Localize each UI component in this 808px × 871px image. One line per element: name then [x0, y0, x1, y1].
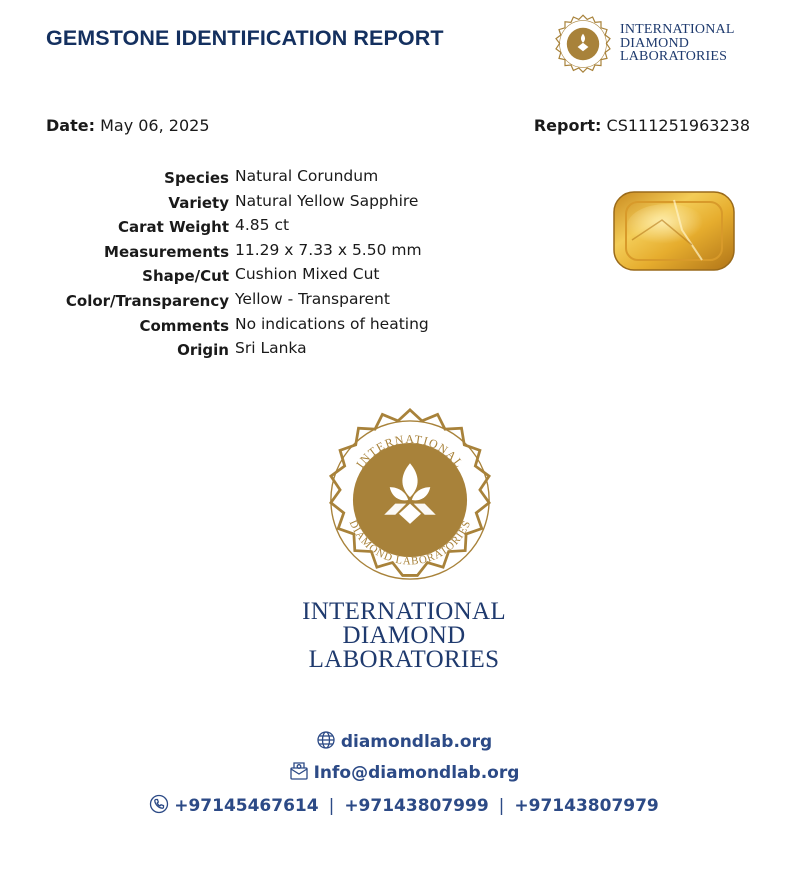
email-icon: [289, 761, 309, 781]
detail-label: Comments: [139, 316, 229, 335]
phone-icon: [149, 794, 169, 814]
report-label: Report:: [533, 116, 602, 135]
detail-value: Yellow - Transparent: [235, 289, 390, 308]
brand-line-3: LABORATORIES: [308, 646, 500, 673]
gem-details-table: [0, 167, 520, 364]
top-seal-logo: [553, 14, 613, 74]
contact-phones: [0, 794, 808, 816]
detail-row-shape-cut: [0, 265, 520, 290]
detail-label: Origin: [177, 341, 229, 360]
brand-line-2: DIAMOND: [342, 622, 466, 649]
detail-value: 11.29 x 7.33 x 5.50 mm: [235, 240, 422, 259]
main-seal-logo: [318, 408, 502, 592]
detail-label: Variety: [168, 193, 229, 212]
seal-top-text: INTERNATIONAL: [353, 431, 467, 471]
date-label: Date:: [46, 116, 95, 135]
contact-email: [0, 761, 808, 783]
brand-line-1: INTERNATIONAL: [302, 598, 506, 625]
detail-value: Cushion Mixed Cut: [235, 265, 380, 284]
detail-label: Color/Transparency: [65, 291, 229, 310]
report-title: GEMSTONE IDENTIFICATION REPORT: [46, 26, 444, 50]
phone-number-1[interactable]: +97145467614: [174, 796, 319, 816]
phone-number-3[interactable]: +97143807979: [514, 796, 659, 816]
detail-row-variety: [0, 192, 520, 217]
email-link[interactable]: Info@diamondlab.org: [313, 763, 520, 783]
report-value: CS111251963238: [606, 116, 750, 135]
detail-row-carat-weight: [0, 216, 520, 241]
phone-number-2[interactable]: +97143807999: [344, 796, 489, 816]
detail-row-origin: [0, 339, 520, 364]
detail-value: Sri Lanka: [235, 339, 307, 358]
detail-label: Measurements: [104, 242, 229, 261]
detail-label: Carat Weight: [118, 218, 229, 237]
globe-icon: [316, 730, 336, 750]
date-value: May 06, 2025: [100, 116, 210, 135]
report-number: [534, 116, 750, 135]
detail-row-measurements: [0, 241, 520, 266]
report-date: [46, 116, 210, 135]
detail-label: Shape/Cut: [142, 267, 229, 286]
detail-value: Natural Yellow Sapphire: [235, 191, 419, 210]
seal-bottom-text: DIAMOND LABORATORIES: [346, 518, 474, 568]
phone-separator: |: [328, 796, 335, 816]
brand-name: [0, 600, 808, 672]
top-brand-line-1: INTERNATIONAL: [620, 22, 735, 37]
detail-value: 4.85 ct: [235, 216, 290, 235]
website-link[interactable]: diamondlab.org: [340, 732, 493, 752]
detail-value: No indications of heating: [235, 314, 429, 333]
top-brand-line-3: LABORATORIES: [620, 49, 728, 64]
top-brand-line-2: DIAMOND: [620, 35, 690, 51]
gemstone-photo: [612, 190, 736, 274]
detail-label: Species: [164, 169, 229, 187]
detail-row-comments: [0, 315, 520, 340]
phone-separator: |: [498, 796, 505, 816]
contact-website: [0, 730, 808, 752]
top-brand-name: [620, 23, 735, 64]
detail-row-species: [0, 167, 520, 192]
detail-value: Natural Corundum: [235, 167, 379, 185]
detail-row-color-transparency: [0, 290, 520, 315]
